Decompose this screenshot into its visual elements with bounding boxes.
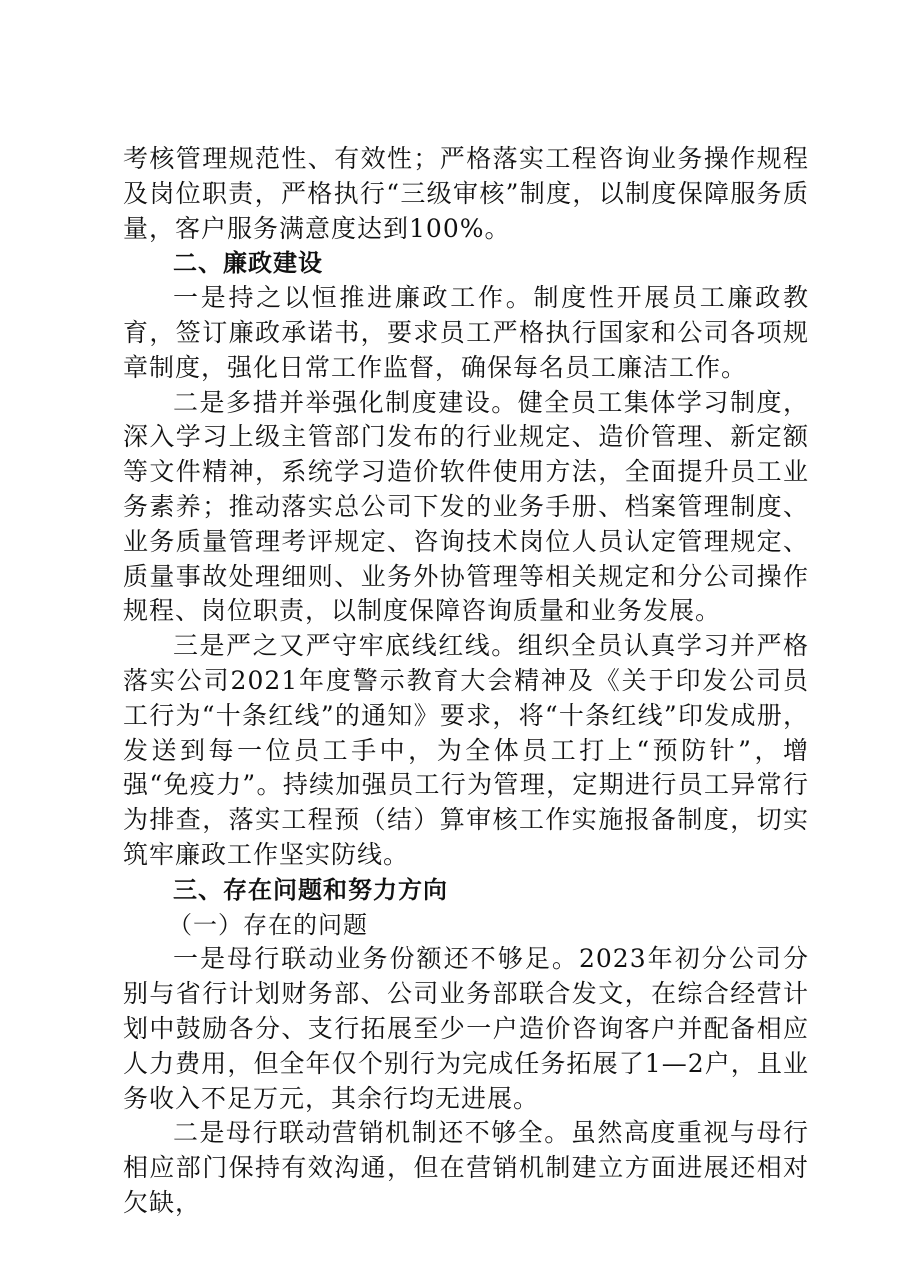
paragraph-quality-continued: 考核管理规范性、有效性；严格落实工程咨询业务操作规程及岗位职责，严格执行“三级审核”制度，以制度保障服务质量，客户服务满意度达到100%。 [123,144,809,243]
paragraph-integrity-work: 一是持之以恒推进廉政工作。制度性开展员工廉政教育，签订廉政承诺书，要求员工严格执行国家和公司各项规章制度，强化日常工作监督，确保每名员工廉洁工作。 [123,283,809,382]
document-page [123,142,809,1221]
paragraph-linkage-share: 一是母行联动业务份额还不够足。2023年初分公司分别与省行计划财务部、公司业务部联合发文，在综合经营计划中鼓励各分、支行拓展至少一户造价咨询客户并配备相应人力费用，但全年仅个别行为完成任务拓展了1—2户，且业务收入不足万元，其余行均无进展。 [123,944,809,1113]
section-heading-integrity: 二、廉政建设 [173,249,323,278]
paragraph-linkage-mechanism: 二是母行联动营销机制还不够全。虽然高度重视与母行相应部门保持有效沟通，但在营销机制建立方面进展还相对欠缺， [123,1118,809,1217]
paragraph-red-lines: 三是严之又严守牢底线红线。组织全员认真学习并严格落实公司2021年度警示教育大会精神及《关于印发公司员工行为“十条红线”的通知》要求，将“十条红线”印发成册，发送到每一位员工手中，为全体员工打上“预防针”，增强“免疫力”。持续加强员工行为管理，定期进行员工异常行为排查，落实工程预（结）算审核工作实施报备制度，切实筑牢廉政工作坚实防线。 [123,631,809,869]
subsection-heading-existing-problems: （一）存在的问题 [168,910,368,939]
paragraph-system-building: 二是多措并举强化制度建设。健全员工集体学习制度，深入学习上级主管部门发布的行业规定、造价管理、新定额等文件精神，系统学习造价软件使用方法，全面提升员工业务素养；推动落实总公司下发的业务手册、档案管理制度、业务质量管理考评规定、咨询技术岗位人员认定管理规定、质量事故处理细则、业务外协管理等相关规定和分公司操作规程、岗位职责，以制度保障咨询质量和业务发展。 [123,387,809,626]
section-heading-problems: 三、存在问题和努力方向 [173,875,448,904]
